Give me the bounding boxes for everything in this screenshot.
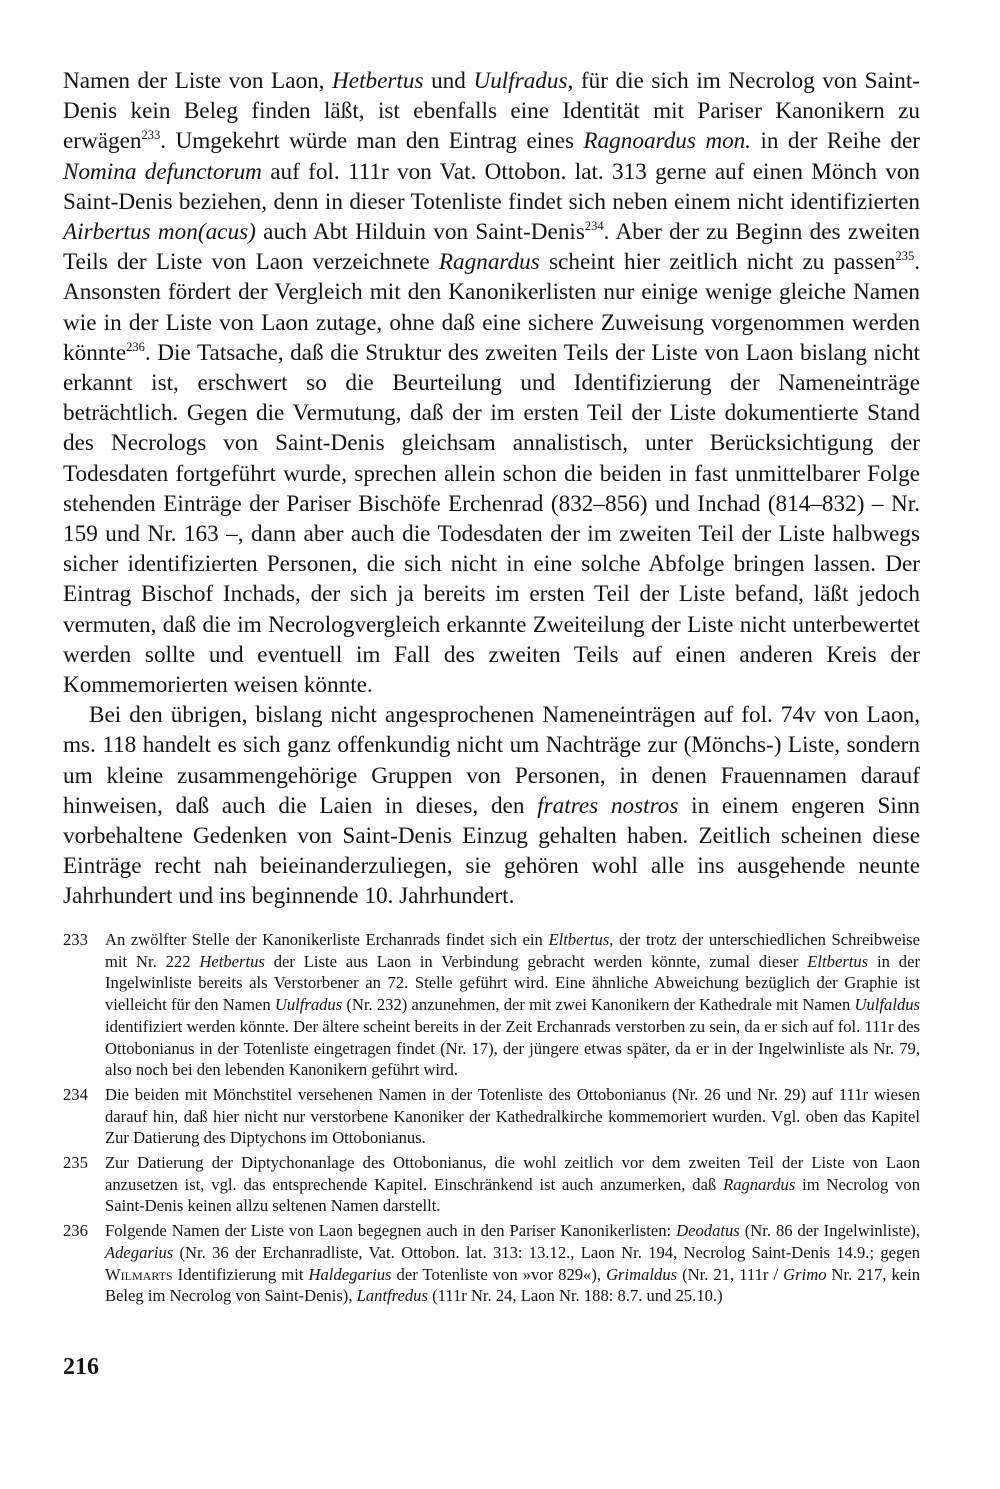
text-run: Bei den übrigen, bislang nicht angesprochenen Nameneinträgen auf fol. 74v von Laon, ms. 118 handelt es sich ganz offenkundig nicht um Nachträge zur (Mönchs-) Liste, sondern um kleine zusammengehörige Gruppen von Personen, in denen Frauennamen darauf hinweisen, daß auch die Laien in dieses, den bbox=[63, 702, 920, 819]
footnote bbox=[63, 1220, 920, 1307]
italic-text: Uulfradus bbox=[274, 995, 343, 1015]
text-run: . Ansonsten fördert der Vergleich mit den Kanonikerlisten nur einige wenige gleiche Namen wie in der Liste von Laon zutage, ohne daß eine sichere Zuweisung vorgenommen werden könnte bbox=[63, 249, 920, 366]
italic-text: Ragnardus bbox=[723, 1174, 796, 1194]
italic-text: Uulfradus bbox=[473, 68, 568, 94]
footnote-reference: 233 bbox=[141, 128, 161, 143]
text-run: . Umgekehrt würde man den Eintrag eines bbox=[160, 128, 584, 155]
text-run: scheint hier zeitlich nicht zu passen bbox=[539, 249, 896, 276]
text-run: Zur Datierung der Diptychonanlage des Ottobonianus, die wohl zeitlich vor dem zweiten Teil der Liste von Laon anzusetzen ist, vgl. das entsprechende Kapitel. Einschränkend ist auch anzumerken, daß bbox=[105, 1153, 920, 1194]
text-run: , für die sich im Necrolog von Saint-Denis kein Beleg finden läßt, ist ebenfalls eine Identität mit Pariser Kanonikern zu erwägen bbox=[63, 68, 921, 155]
text-run: in einem engeren Sinn vorbehaltene Gedenken von Saint-Denis Einzug gehalten haben. Zeitlich scheinen diese Einträge recht nah beieinanderzuliegen, sie gehören wohl alle ins ausgehende neunte Jahrhundert und ins beginnende 10. Jahrhundert. bbox=[63, 792, 920, 910]
text-run: An zwölfter Stelle der Kanonikerliste Erchanrads findet sich ein bbox=[105, 930, 549, 949]
text-run: Identifizierung mit bbox=[172, 1264, 309, 1284]
footnote bbox=[63, 1084, 920, 1149]
footnote-reference: 236 bbox=[126, 339, 145, 354]
italic-text: Adegarius bbox=[105, 1242, 174, 1262]
main-text bbox=[63, 66, 920, 912]
text-run: Namen der Liste von Laon, bbox=[63, 68, 333, 94]
italic-text: Eltbertus bbox=[548, 930, 610, 949]
body-paragraph bbox=[63, 66, 920, 700]
text-run: in der Ingelwinliste bereits als Verstorbener an 72. Stelle geführt wird. Eine ähnliche Abweichung bezüglich der Graphie ist vielleicht für den Namen bbox=[105, 951, 920, 1015]
page-number: 216 bbox=[63, 1354, 99, 1380]
footnote-text bbox=[105, 930, 920, 1079]
italic-text: Grimo bbox=[783, 1264, 827, 1284]
footnote-number: 234 bbox=[63, 1084, 88, 1104]
italic-text: Hetbertus bbox=[332, 68, 424, 94]
text-run: auch Abt Hilduin von Saint-Denis bbox=[255, 219, 585, 246]
italic-text: Lantfredus bbox=[356, 1286, 428, 1306]
text-run: (Nr. 21, 111r / bbox=[677, 1264, 784, 1284]
italic-text: Deodatus bbox=[676, 1221, 740, 1241]
text-run: Wilmarts bbox=[105, 1264, 173, 1284]
text-run: der Totenliste von »vor 829«), bbox=[391, 1264, 607, 1284]
footnote-text bbox=[105, 1085, 920, 1147]
footnote-text bbox=[105, 1153, 920, 1215]
italic-text: fratres nostros bbox=[537, 792, 679, 819]
text-run: (111r Nr. 24, Laon Nr. 188: 8.7. und 25.10.) bbox=[427, 1286, 723, 1306]
footnote-text bbox=[105, 1221, 920, 1305]
footnote-number: 235 bbox=[63, 1153, 88, 1173]
text-run: Folgende Namen der Liste von Laon begegnen auch in den Pariser Kanonikerlisten: bbox=[105, 1221, 677, 1241]
text-run: . Aber der zu Beginn des zweiten Teils der Liste von Laon verzeichnete bbox=[63, 219, 920, 276]
text-run: Nr. 217, kein Beleg im Necrolog von Saint-Denis), bbox=[105, 1264, 921, 1306]
text-run: der Liste aus Laon in Verbindung gebracht werden könnte, zumal dieser bbox=[264, 951, 808, 971]
text-run: (Nr. 86 der Ingelwinliste), bbox=[739, 1221, 920, 1241]
footnote bbox=[63, 929, 920, 1081]
italic-text: Nomina defunctorum bbox=[63, 158, 262, 185]
footnote-reference: 234 bbox=[584, 219, 604, 234]
italic-text: Grimaldus bbox=[606, 1264, 678, 1284]
italic-text: Airbertus mon(acus) bbox=[63, 219, 256, 246]
text-run: auf fol. 111r von Vat. Ottobon. lat. 313 gerne auf einen Mönch von Saint-Denis beziehen, denn in dieser Totenliste findet sich neben einem nicht identifizierten bbox=[63, 158, 921, 215]
italic-text: Haldegarius bbox=[308, 1264, 392, 1284]
text-run: im Necrolog von Saint-Denis keinen allzu seltenen Namen darstellt. bbox=[105, 1174, 920, 1216]
text-run: identifiziert werden könnte. Der ältere scheint bereits in der Zeit Erchanrads verstorben zu sein, da er sich auf fol. 111r des Ottobonianus in der Totenliste eingetragen findet (Nr. 17), der jüngere etwas später, da er in der Ingelwinliste als Nr. 79, also noch bei den lebenden Kanonikern geführt wird. bbox=[105, 1016, 920, 1080]
italic-text: Ragnardus bbox=[438, 249, 540, 276]
italic-text: Hetbertus bbox=[199, 951, 265, 971]
footnotes bbox=[63, 929, 920, 1310]
italic-text: Eltbertus bbox=[807, 951, 869, 971]
italic-text: Uulfaldus bbox=[854, 995, 920, 1015]
text-run: . Die Tatsache, daß die Struktur des zweiten Teils der Liste von Laon bislang nicht erkannt ist, erschwert so die Beurteilung und Identifizierung der Nameneinträge beträchtlich. Gegen die Vermutung, daß der im ersten Teil der Liste dokumentierte Stand des Necrologs von Saint-Denis gleichsam annalistisch, unter Berücksichtigung der Todesdaten fortgeführt wurde, sprechen allein schon die beiden in fast unmittelbarer Folge stehenden Einträge der Pariser Bischöfe Erchenrad (832–856) und Inchad (814–832) – Nr. 159 und Nr. 163 –, dann aber auch die Todesdaten der im zweiten Teil der Liste halbwegs sicher identifizierten Personen, die sich nicht in eine solche Abfolge bringen lassen. Der Eintrag Bischof Inchads, der sich ja bereits im ersten Teil der Liste befand, läßt jedoch vermuten, daß die im Necrologvergleich erkannte Zweiteilung der Liste nicht unterbewertet werden sollte und eventuell im Fall des zweiten Teils auf einen anderen Kreis der Kommemorierten weisen könnte. bbox=[63, 339, 920, 699]
text-run: Die beiden mit Mönchstitel versehenen Namen in der Totenliste des Ottobonianus (Nr. 26 und Nr. 29) auf 111r wiesen darauf hin, daß hier nicht nur verstorbene Kanoniker der Kathedralkirche kommemoriert wurden. Vgl. oben das Kapitel Zur Datierung des Diptychons im Ottobonianus. bbox=[105, 1084, 920, 1148]
footnote-number: 236 bbox=[63, 1221, 88, 1241]
text-run: und bbox=[423, 68, 474, 94]
text-run: , der trotz der unterschiedlichen Schreibweise mit Nr. 222 bbox=[105, 930, 920, 971]
text-run: (Nr. 36 der Erchanradliste, Vat. Ottobon. lat. 313: 13.12., Laon Nr. 194, Necrolog Saint-Denis 14.9.; gegen bbox=[173, 1242, 920, 1262]
footnote bbox=[63, 1152, 920, 1217]
italic-text: Ragnoardus mon. bbox=[583, 128, 752, 155]
footnote-reference: 235 bbox=[895, 249, 915, 264]
body-paragraph bbox=[63, 700, 920, 911]
footnote-number: 233 bbox=[63, 930, 88, 949]
text-run: (Nr. 232) anzunehmen, der mit zwei Kanonikern der Kathedrale mit Namen bbox=[342, 995, 855, 1015]
text-run: in der Reihe der bbox=[751, 128, 920, 155]
